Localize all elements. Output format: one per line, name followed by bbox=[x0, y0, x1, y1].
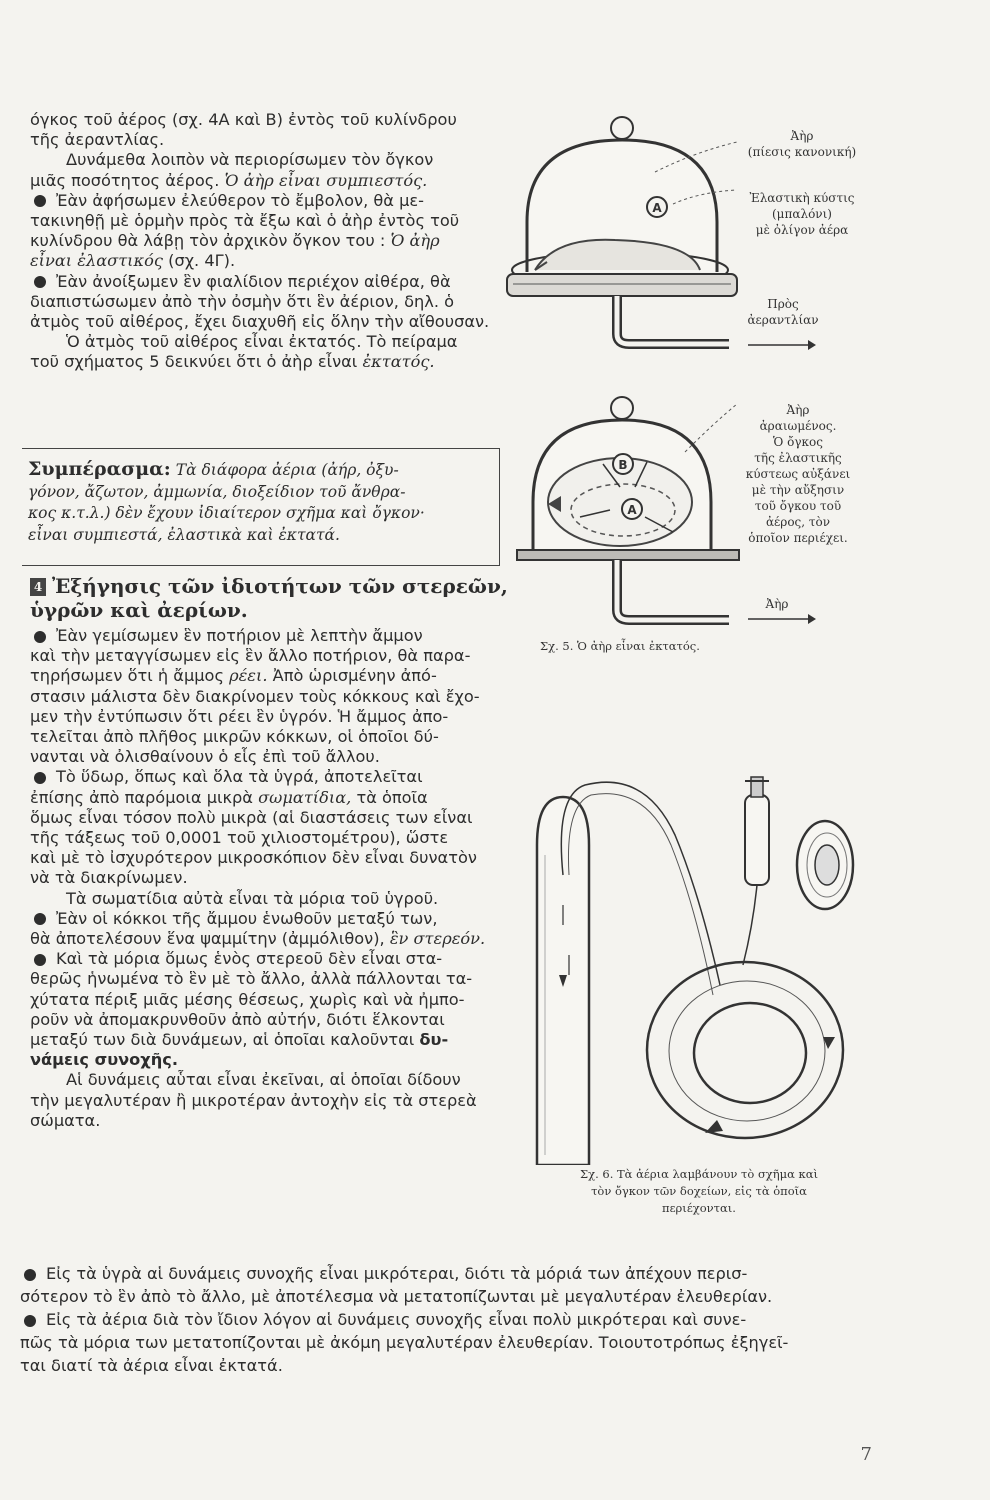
label-line: Ὁ ὄγκος bbox=[773, 435, 823, 449]
text-span: Ἀπὸ ὡρισμένην ἀπό- bbox=[272, 666, 437, 686]
text-line: χύτατα πέριξ μιᾶς μέσης θέσεως, χωρὶς καὶ νὰ ἠμπο- bbox=[30, 989, 465, 1009]
text-span: (σχ. 4Γ). bbox=[168, 251, 236, 271]
text-line bbox=[30, 251, 500, 271]
figure-5-caption: Σχ. 5. Ὁ ἀὴρ εἶναι ἐκτατός. bbox=[540, 639, 700, 653]
bullet-paragraph: Εἰς τὰ ἀέρια διὰ τὸν ἴδιον λόγον αἱ δυνάμεις συνοχῆς εἶναι πολὺ μικρότεραι καὶ συνε- bbox=[20, 1308, 880, 1331]
text-line bbox=[30, 1050, 500, 1070]
bottle-tube bbox=[743, 885, 757, 965]
pump-pipe bbox=[617, 296, 729, 344]
pump-pipe-inner bbox=[617, 560, 729, 620]
small-gas-bottle bbox=[745, 795, 769, 885]
text-span: μεταξύ των διὰ δυνάμεων, αἱ ὁποῖαι καλοῦνται bbox=[30, 1030, 415, 1050]
text-line: νανται νὰ ὀλισθαίνουν ὁ εἷς ἐπὶ τοῦ ἄλλου. bbox=[30, 747, 380, 767]
ring-flow-arrow-icon bbox=[705, 1120, 723, 1133]
label-line: Πρὸς bbox=[767, 297, 799, 311]
label-normal-air bbox=[742, 128, 862, 160]
arrow-to-pump-icon bbox=[748, 338, 818, 352]
text-line: Ὁ ἀτμὸς τοῦ αἰθέρος εἶναι ἐκτατός. Τὸ πείραμα bbox=[66, 332, 458, 352]
text-line: διαπιστώσωμεν ἀπὸ τὴν ὀσμὴν ὅτι ἓν ἀέριον, δηλ. ὁ bbox=[30, 291, 455, 311]
text-line: ὅμως εἶναι τόσον πολὺ μικρὰ (αἱ διαστάσεις των εἶναι bbox=[30, 807, 473, 827]
key-term: νάμεις συνοχῆς. bbox=[30, 1050, 179, 1070]
text-line: νὰ τὰ διακρίνωμεν. bbox=[30, 868, 188, 888]
label-line: ὁποῖον περιέχει. bbox=[748, 531, 848, 545]
text-line: Αἱ δυνάμεις αὗται εἶναι ἐκεῖναι, αἱ ὁποῖαι δίδουν bbox=[66, 1070, 461, 1090]
text-span: τηρήσωμεν ὅτι ἡ ἄμμος bbox=[30, 666, 224, 686]
bullet-paragraph: Ἐὰν ἀνοίξωμεν ἓν φιαλίδιον περιέχον αἰθέρα, θὰ bbox=[30, 272, 500, 292]
physics-text-block-2 bbox=[30, 626, 500, 1131]
conclusion-line: γόνον, ἄζωτον, ἀμμωνία, διοξείδιον τοῦ ἄνθρα- bbox=[28, 482, 406, 501]
text-span: τοῦ σχήματος 5 δεικνύει ὅτι ὁ ἀὴρ εἶναι bbox=[30, 352, 358, 372]
caption-line: τὸν ὄγκον τῶν δοχείων, εἰς τὰ ὁποῖα bbox=[591, 1184, 807, 1198]
text-line: όγκος τοῦ ἀέρος (σχ. 4Α καὶ Β) ἐντὸς τοῦ κυλίνδρου bbox=[30, 110, 457, 129]
text-line: ἀτμὸς τοῦ αἰθέρος, ἔχει διαχυθῆ εἰς ὅλην τὴν αἴθουσαν. bbox=[30, 312, 490, 332]
text-line: πῶς τὰ μόρια των μετατοπίζονται μὲ ἀκόμη μεγαλυτέραν ἐλευθερίαν. Τοιουτοτρόπως ἐξηγεῖ- bbox=[20, 1333, 789, 1352]
text-line: Δυνάμεθα λοιπὸν νὰ περιορίσωμεν τὸν ὄγκον bbox=[66, 150, 434, 170]
bell-jar-normal-pressure-figure bbox=[505, 112, 745, 362]
bullet-paragraph: Καὶ τὰ μόρια ὅμως ἑνὸς στερεοῦ δὲν εἶναι στα- bbox=[30, 949, 500, 969]
arrow-air-out-icon bbox=[748, 612, 818, 626]
physics-text-block-1 bbox=[30, 110, 500, 373]
text-line: τὴν μεγαλυτέραν ἢ μικροτέραν ἀντοχὴν εἰς τὰ στερεὰ bbox=[30, 1090, 477, 1110]
section-heading-line: ὑγρῶν καὶ ἀερίων. bbox=[30, 598, 248, 622]
conclusion-line: κος κ.τ.λ.) δὲν ἔχουν ἰδιαίτερον σχῆμα καὶ ὄγκον· bbox=[28, 504, 425, 522]
marker-label: A bbox=[652, 201, 662, 215]
text-line bbox=[30, 1030, 500, 1050]
marker-label: B bbox=[618, 458, 628, 472]
text-line bbox=[30, 929, 500, 949]
text-line: μεν τὴν ἐντύπωσιν ὅτι ρέει ἓν ὑγρόν. Ἡ ἄμμος ἀπο- bbox=[30, 706, 449, 726]
text-span: τὰ ὁποῖα bbox=[356, 787, 428, 807]
label-line: ἀέρος, τὸν bbox=[765, 515, 831, 529]
text-line bbox=[30, 171, 500, 191]
text-line: τῆς τάξεως τοῦ 0,0001 τοῦ χιλιοστομέτρου), ὥστε bbox=[30, 828, 449, 848]
label-line: Ἐλαστικὴ κύστις bbox=[749, 191, 855, 205]
key-statement: σωματίδια, bbox=[258, 787, 352, 807]
key-statement: ἐκτατός. bbox=[362, 352, 435, 372]
bullet-paragraph: Ἐὰν γεμίσωμεν ἓν ποτήριον μὲ λεπτὴν ἄμμον bbox=[30, 626, 500, 646]
label-line: ἀραιωμένος. bbox=[759, 419, 837, 433]
key-term: δυ- bbox=[419, 1030, 449, 1050]
text-line: στασιν μάλιστα δὲν διακρίνομεν τοὺς κόκκους καὶ ἔχο- bbox=[30, 686, 480, 706]
key-statement: ρέει. bbox=[229, 666, 268, 686]
section-heading bbox=[30, 574, 510, 622]
section-title-text: Ἐξήγησις τῶν ἰδιοτήτων τῶν στερεῶν, bbox=[52, 574, 508, 598]
gas-containers-figure bbox=[525, 725, 865, 1165]
bullet-paragraph: Ἐὰν οἱ κόκκοι τῆς ἄμμου ἑνωθοῦν μεταξύ των, bbox=[30, 909, 500, 929]
text-line: θερῶς ἡνωμένα τὸ ἓν μὲ τὸ ἄλλο, ἀλλὰ πάλλονται τα- bbox=[30, 969, 473, 989]
caption-line: Σχ. 6. Τὰ ἀέρια λαμβάνουν τὸ σχῆμα καὶ bbox=[579, 1167, 819, 1181]
physics-text-block-3 bbox=[20, 1262, 880, 1377]
key-statement: ἓν στερεόν. bbox=[389, 929, 486, 949]
conclusion-line bbox=[28, 459, 499, 482]
text-line: σότερον τὸ ἓν ἀπὸ τὸ ἄλλο, μὲ ἀποτέλεσμα νὰ μετατοπίζωνται μὲ μεγαλυτέραν ἐλευθερίαν. bbox=[20, 1287, 773, 1306]
label-line: ἀεραντλίαν bbox=[747, 313, 819, 327]
conclusion-heading: Συμπέρασμα: bbox=[28, 458, 171, 480]
pump-pipe-inner bbox=[617, 296, 729, 344]
text-line bbox=[30, 666, 500, 686]
text-line bbox=[30, 231, 500, 251]
label-air-out: Ἀὴρ bbox=[765, 597, 789, 611]
text-span: ἐπίσης ἀπὸ παρόμοια μικρὰ bbox=[30, 787, 253, 807]
bullet-paragraph: Εἰς τὰ ὑγρὰ αἱ δυνάμεις συνοχῆς εἶναι μικρότεραι, διότι τὰ μόριά των ἀπέχουν περισ- bbox=[20, 1262, 880, 1285]
text-line: ται διατί τὰ ἀέρια εἶναι ἐκτατά. bbox=[20, 1356, 283, 1375]
label-line: Ἀὴρ bbox=[786, 403, 810, 417]
label-line: Ἀὴρ bbox=[790, 129, 814, 143]
text-line: τελεῖται ἀπὸ πλῆθος μικρῶν κόκκων, οἱ ὁποῖοι δύ- bbox=[30, 727, 439, 747]
caption-line: περιέχονται. bbox=[662, 1201, 736, 1215]
label-balloon bbox=[738, 190, 866, 238]
text-line: καὶ μὲ τὸ ἰσχυρότερον μικροσκόπιον δὲν εἶναι δυνατὸν bbox=[30, 848, 477, 868]
key-statement: εἶναι ἐλαστικός bbox=[30, 251, 163, 271]
ring-tube-inner bbox=[694, 1003, 806, 1103]
text-span: μιᾶς ποσότητος ἀέρος. bbox=[30, 170, 220, 190]
text-span: κυλίνδρου θὰ λάβῃ τὸν ἀρχικὸν ὄγκον του : bbox=[30, 231, 386, 251]
label-line: (μπαλόνι) bbox=[772, 207, 832, 221]
text-line: τῆς ἀεραντλίας. bbox=[30, 130, 165, 150]
text-line: σώματα. bbox=[30, 1110, 101, 1130]
label-line: τοῦ ὄγκου τοῦ bbox=[754, 499, 842, 513]
conclusion-box bbox=[22, 448, 500, 566]
bell-jar-knob bbox=[611, 117, 633, 139]
marker-label: A bbox=[627, 503, 637, 517]
bullet-paragraph: Ἐὰν ἀφήσωμεν ἐλεύθερον τὸ ἔμβολον, θὰ με- bbox=[30, 191, 500, 211]
page-number: 7 bbox=[860, 1444, 872, 1465]
label-rarefied-air bbox=[728, 402, 868, 546]
conclusion-text: Τὰ διάφορα ἀέρια (ἀήρ, ὀξυ- bbox=[175, 461, 399, 479]
label-line: (πίεσις κανονική) bbox=[747, 145, 857, 159]
conclusion-line: εἶναι συμπιεστά, ἐλαστικὰ καὶ ἐκτατά. bbox=[28, 525, 340, 544]
section-number: 4 bbox=[30, 578, 46, 596]
section-heading-line bbox=[30, 574, 510, 598]
key-statement: Ὁ ἀὴρ εἶναι συμπιεστός. bbox=[224, 170, 428, 190]
reel-hub bbox=[815, 845, 839, 885]
pump-plate bbox=[507, 274, 737, 296]
text-line bbox=[30, 788, 500, 808]
text-line: καὶ τὴν μεταγγίσωμεν εἰς ἓν ἄλλο ποτήριον, θὰ παρα- bbox=[30, 646, 471, 666]
text-line: τακινηθῇ μὲ ὁρμὴν πρὸς τὰ ἔξω καὶ ὁ ἀὴρ ἐντὸς τοῦ bbox=[30, 211, 460, 231]
label-line: κύστεως αὐξάνει bbox=[745, 467, 851, 481]
text-line bbox=[30, 352, 500, 372]
figure-6-caption bbox=[514, 1166, 884, 1217]
bullet-paragraph: Τὸ ὕδωρ, ὅπως καὶ ὅλα τὰ ὑγρά, ἀποτελεῖται bbox=[30, 767, 500, 787]
label-line: τῆς ἐλαστικῆς bbox=[754, 451, 842, 465]
label-line: μὲ τὴν αὔξησιν bbox=[751, 483, 845, 497]
text-line: ροῦν νὰ ἀπομακρυνθοῦν ἀπὸ αὐτήν, διότι ἕλκονται bbox=[30, 1009, 445, 1029]
bell-jar-knob bbox=[611, 397, 633, 419]
label-line: μὲ ὀλίγον ἀέρα bbox=[755, 223, 849, 237]
pump-plate bbox=[517, 550, 739, 560]
text-line: Τὰ σωματίδια αὐτὰ εἶναι τὰ μόρια τοῦ ὑγροῦ. bbox=[66, 888, 439, 908]
label-to-pump bbox=[738, 296, 828, 328]
bell-jar-rarefied-figure bbox=[505, 392, 745, 642]
pump-pipe bbox=[617, 560, 729, 620]
text-span: θὰ ἀποτελέσουν ἕνα ψαμμίτην (ἀμμόλιθον), bbox=[30, 929, 385, 949]
key-statement: Ὁ ἀὴρ bbox=[390, 231, 440, 251]
